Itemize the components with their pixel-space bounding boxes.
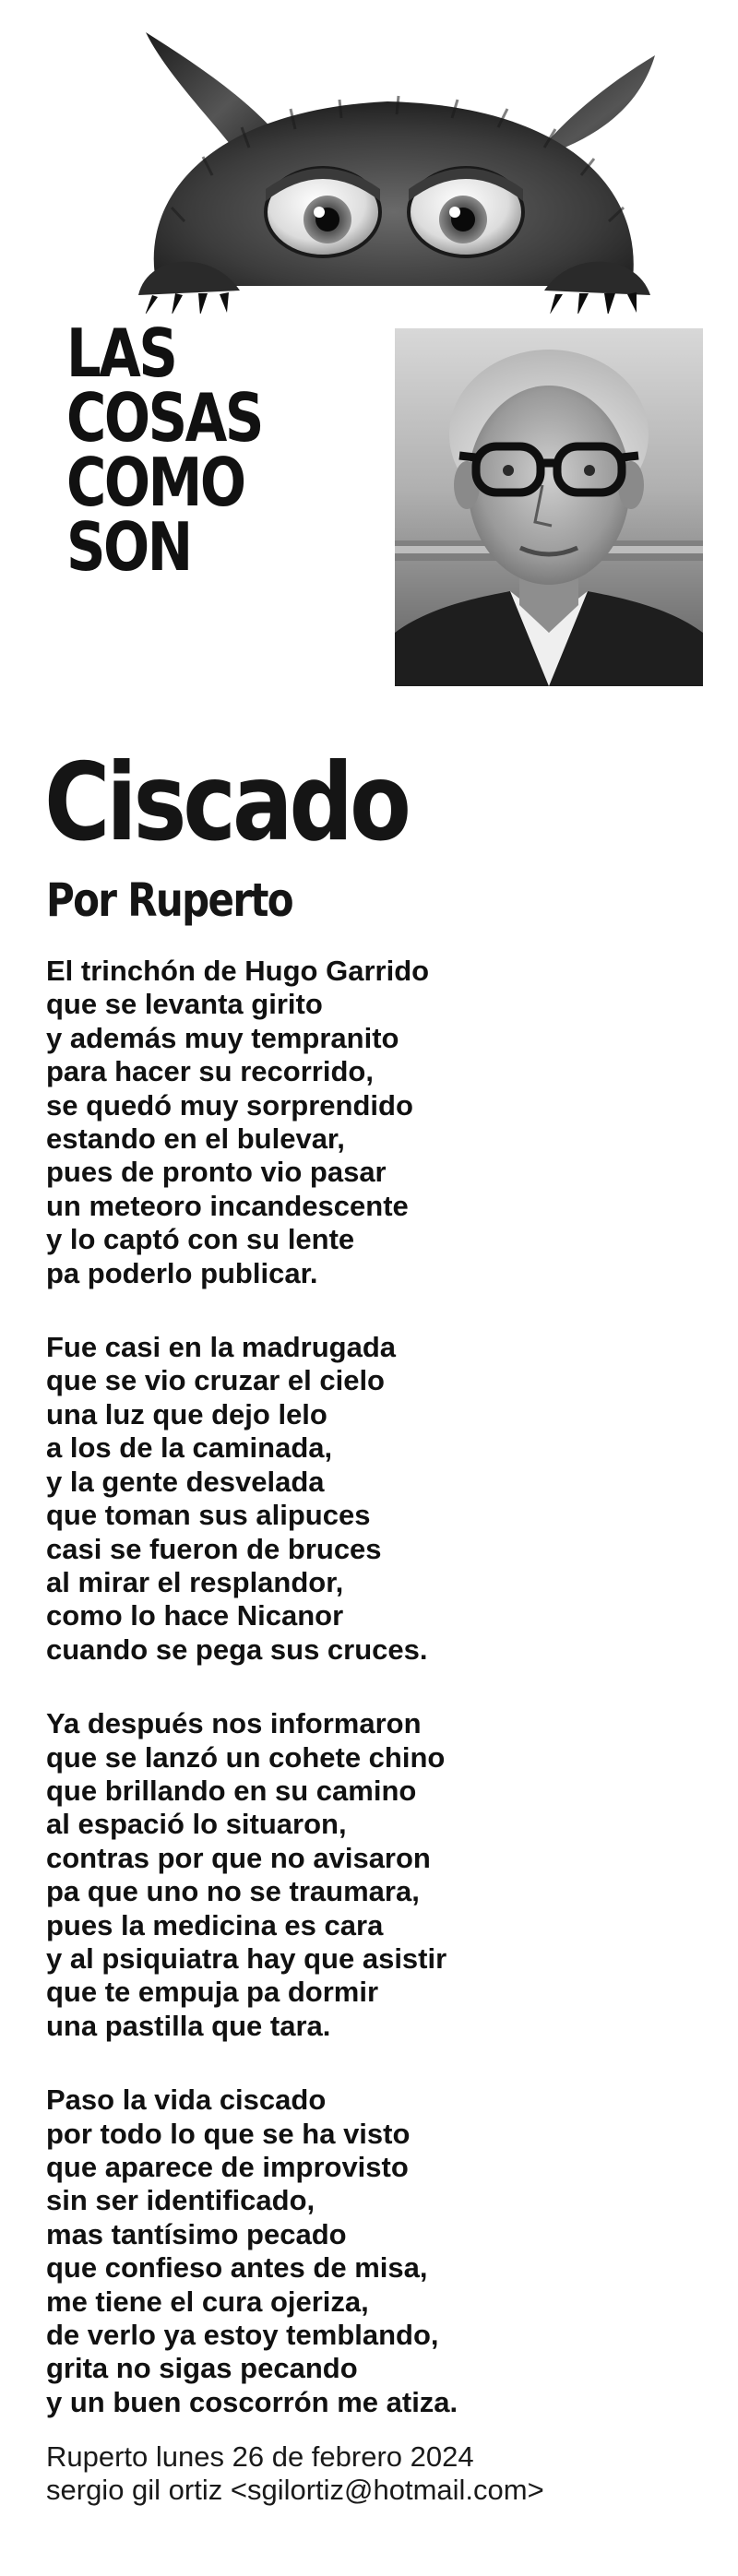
poem-verse: sin ser identificado,	[46, 2184, 315, 2217]
poem-verse: y además muy tempranito	[46, 1021, 399, 1054]
poem-verse: pa que uno no se traumara,	[46, 1875, 420, 1908]
poem-verse: pues de pronto vio pasar	[46, 1156, 387, 1189]
poem-body	[46, 955, 710, 2460]
poem-verse: Fue casi en la madrugada	[46, 1331, 397, 1364]
poem-verse: grita no sigas pecando	[46, 2352, 358, 2385]
poem-verse: se quedó muy sorprendido	[46, 1088, 413, 1122]
poem-verse: me tiene el cura ojeriza,	[46, 2285, 369, 2318]
poem-verse: al mirar el resplandor,	[46, 1565, 344, 1598]
poem-verse: para hacer su recorrido,	[46, 1055, 374, 1088]
poem-verse: de verlo ya estoy temblando,	[46, 2319, 439, 2352]
poem-stanza	[46, 955, 710, 1290]
poem-verse: que toman sus alipuces	[46, 1499, 371, 1532]
column-title	[66, 315, 263, 586]
poem-verse: contras por que no avisaron	[46, 1841, 431, 1874]
article-byline: Por Ruperto	[46, 873, 292, 927]
poem-verse: que aparece de improvisto	[46, 2151, 409, 2183]
poem-stanza	[46, 1707, 710, 2043]
poem-verse: que confieso antes de misa,	[46, 2251, 428, 2285]
right-eye-icon	[409, 168, 523, 256]
signature-date-line: Ruperto lunes 26 de febrero 2024	[46, 2440, 474, 2473]
column-title-line: COMO	[66, 444, 244, 521]
author-portrait-icon	[395, 328, 703, 686]
poem-verse: que brillando en su camino	[46, 1774, 417, 1807]
left-eye-icon	[266, 168, 380, 256]
signature-email-line: sergio gil ortiz <sgilortiz@hotmail.com>	[46, 2474, 544, 2506]
column-title-line: LAS	[66, 315, 176, 392]
poem-verse: que se lanzó un cohete chino	[46, 1740, 446, 1774]
poem-verse: pues la medicina es cara	[46, 1908, 384, 1941]
poem-verse: como lo hace Nicanor	[46, 1599, 344, 1632]
poem-verse: y al psiquiatra hay que asistir	[46, 1941, 447, 1975]
poem-verse: El trinchón de Hugo Garrido	[46, 955, 430, 987]
poem-verse: Paso la vida ciscado	[46, 2083, 327, 2117]
article-headline: Ciscado	[44, 741, 408, 865]
poem-verse: al espació lo situaron,	[46, 1808, 347, 1841]
author-photo	[395, 328, 703, 686]
poem-verse: pa poderlo publicar.	[46, 1256, 318, 1289]
column-title-line: SON	[66, 508, 191, 586]
poem-verse: y un buen coscorrón me atiza.	[46, 2385, 458, 2418]
poem-verse: y lo captó con su lente	[46, 1223, 355, 1256]
poem-verse: una pastilla que tara.	[46, 2009, 331, 2042]
poem-stanza	[46, 2083, 710, 2419]
poem-verse: Ya después nos informaron	[46, 1707, 422, 1740]
poem-verse: estando en el bulevar,	[46, 1122, 345, 1156]
poem-verse: casi se fueron de bruces	[46, 1532, 382, 1565]
poem-verse: que se levanta girito	[46, 988, 323, 1021]
poem-verse: que te empuja pa dormir	[46, 1976, 379, 2009]
poem-stanza	[46, 1331, 710, 1667]
poem-verse: a los de la caminada,	[46, 1431, 333, 1465]
column-title-line: COSAS	[66, 379, 262, 457]
poem-verse: mas tantísimo pecado	[46, 2217, 347, 2250]
poem-verse: y la gente desvelada	[46, 1465, 325, 1498]
signature-block	[46, 2440, 544, 2507]
poem-verse: por todo lo que se ha visto	[46, 2117, 411, 2150]
poem-verse: un meteoro incandescente	[46, 1189, 409, 1222]
poem-verse: una luz que dejo lelo	[46, 1397, 327, 1430]
poem-verse: que se vio cruzar el cielo	[46, 1364, 385, 1397]
poem-verse: cuando se pega sus cruces.	[46, 1632, 428, 1666]
monster-mascot-icon	[101, 18, 673, 314]
